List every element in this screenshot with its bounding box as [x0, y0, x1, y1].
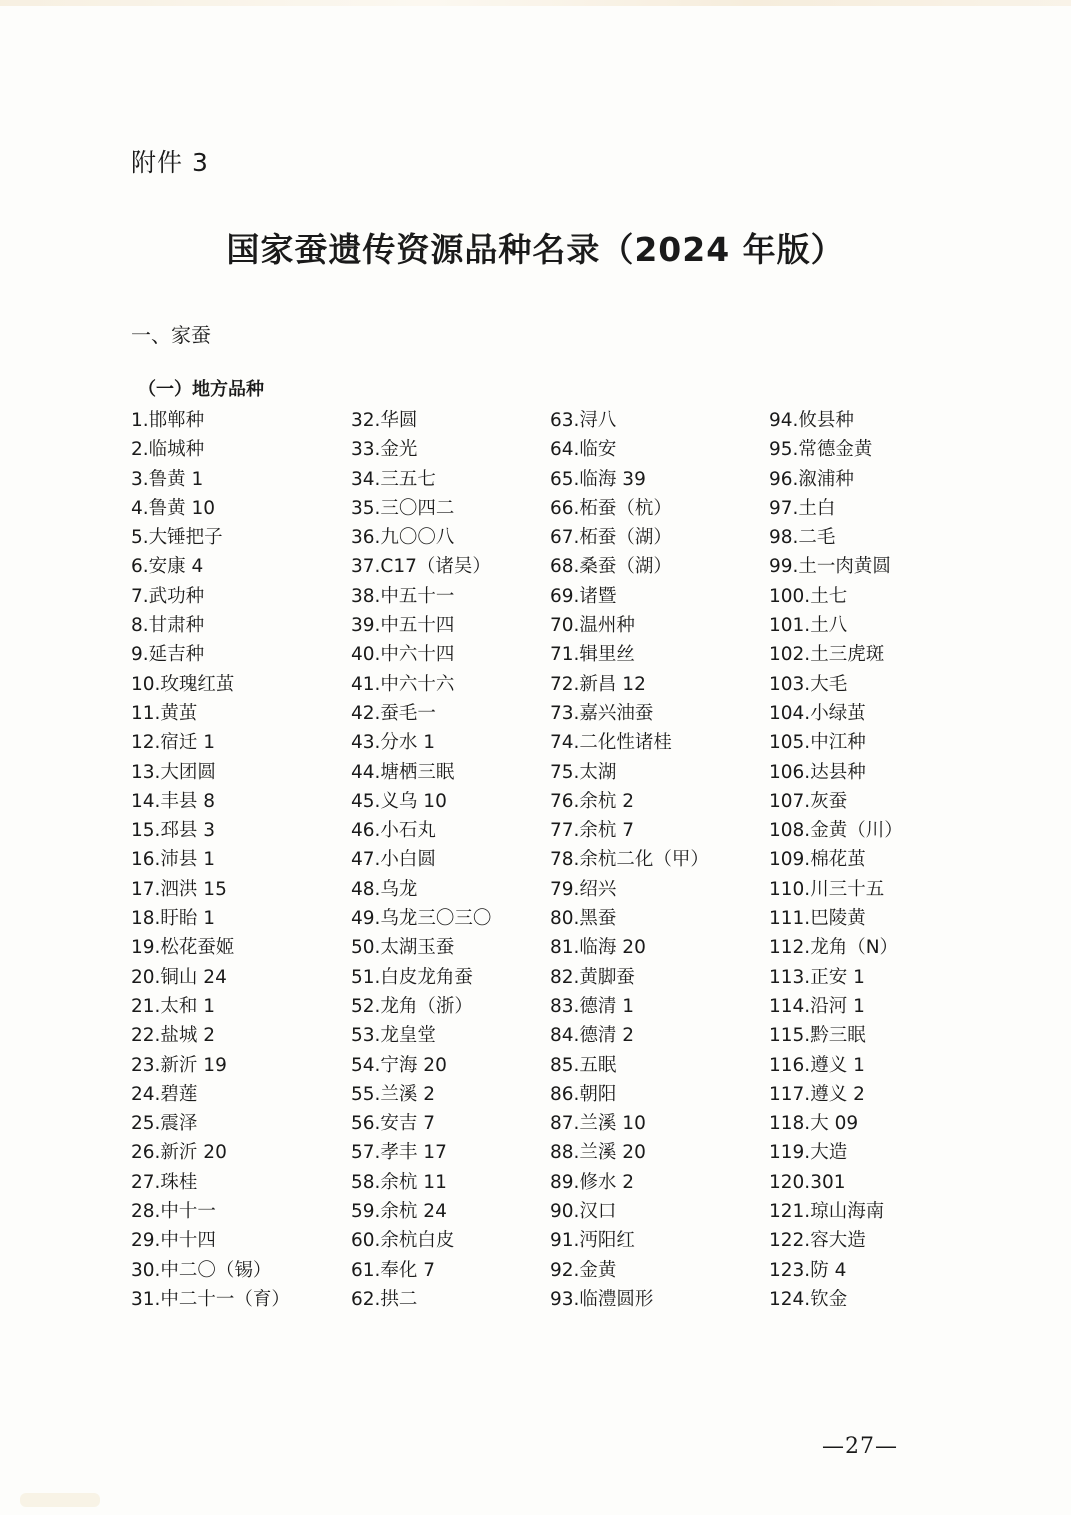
variety-item: 39.中五十四 — [351, 615, 455, 637]
variety-item: 33.金光 — [351, 439, 418, 461]
variety-item: 115.黔三眠 — [769, 1025, 866, 1047]
variety-item: 58.余杭 11 — [351, 1171, 447, 1193]
variety-item: 50.太湖玉蚕 — [351, 937, 455, 959]
variety-item: 79.绍兴 — [550, 878, 617, 900]
variety-item: 107.灰蚕 — [769, 790, 848, 812]
variety-item: 27.珠桂 — [131, 1171, 198, 1193]
variety-item: 120.301 — [769, 1171, 846, 1193]
variety-item: 78.余杭二化（甲） — [550, 849, 709, 871]
variety-item: 59.余杭 24 — [351, 1201, 447, 1223]
variety-item: 80.黑蚕 — [550, 908, 617, 930]
variety-item: 65.临海 39 — [550, 468, 646, 490]
variety-item: 21.太和 1 — [131, 995, 216, 1017]
variety-item: 124.钦金 — [769, 1288, 848, 1310]
variety-item: 113.正安 1 — [769, 966, 865, 988]
variety-item: 51.白皮龙角蚕 — [351, 966, 473, 988]
variety-item: 77.余杭 7 — [550, 820, 635, 842]
variety-item: 18.盱眙 1 — [131, 908, 216, 930]
variety-item: 72.新昌 12 — [550, 673, 646, 695]
variety-column-1 — [131, 406, 290, 1314]
variety-item: 95.常德金黄 — [769, 439, 873, 461]
variety-item: 55.兰溪 2 — [351, 1083, 436, 1105]
variety-item: 118.大 09 — [769, 1113, 859, 1135]
scan-edge-stain — [0, 0, 1071, 6]
variety-item: 89.修水 2 — [550, 1171, 635, 1193]
variety-column-2 — [351, 406, 491, 1314]
variety-item: 54.宁海 20 — [351, 1054, 447, 1076]
variety-item: 13.大团圆 — [131, 761, 216, 783]
variety-item: 99.土一肉黄圆 — [769, 556, 891, 578]
variety-item: 82.黄脚蚕 — [550, 966, 635, 988]
variety-item: 76.余杭 2 — [550, 790, 635, 812]
variety-item: 100.土七 — [769, 585, 848, 607]
variety-item: 93.临澧圆形 — [550, 1288, 654, 1310]
variety-item: 20.铜山 24 — [131, 966, 227, 988]
variety-item: 101.土八 — [769, 615, 848, 637]
variety-item: 73.嘉兴油蚕 — [550, 702, 654, 724]
variety-item: 57.孝丰 17 — [351, 1142, 447, 1164]
variety-item: 38.中五十一 — [351, 585, 455, 607]
attachment-label: 附件 3 — [131, 148, 209, 177]
variety-item: 28.中十一 — [131, 1201, 216, 1223]
variety-item: 110.川三十五 — [769, 878, 885, 900]
variety-item: 42.蚕毛一 — [351, 702, 436, 724]
variety-item: 61.奉化 7 — [351, 1259, 436, 1281]
variety-item: 114.沿河 1 — [769, 995, 865, 1017]
variety-item: 56.安吉 7 — [351, 1113, 436, 1135]
variety-item: 117.遵义 2 — [769, 1083, 865, 1105]
variety-item: 123.防 4 — [769, 1259, 847, 1281]
variety-item: 48.乌龙 — [351, 878, 418, 900]
variety-item: 22.盐城 2 — [131, 1025, 216, 1047]
variety-item: 103.大毛 — [769, 673, 848, 695]
variety-item: 71.辑里丝 — [550, 644, 635, 666]
variety-item: 46.小石丸 — [351, 820, 436, 842]
variety-item: 32.华圆 — [351, 410, 418, 431]
variety-item: 121.琼山海南 — [769, 1201, 885, 1223]
variety-item: 53.龙皇堂 — [351, 1025, 436, 1047]
variety-item: 35.三〇四二 — [351, 497, 455, 519]
variety-item: 62.拱二 — [351, 1288, 418, 1310]
variety-item: 92.金黄 — [550, 1259, 617, 1281]
variety-item: 74.二化性诸桂 — [550, 732, 672, 754]
variety-item: 106.达县种 — [769, 761, 866, 783]
variety-item: 5.大锤把子 — [131, 527, 223, 549]
variety-item: 111.巴陵黄 — [769, 908, 866, 930]
variety-item: 40.中六十四 — [351, 644, 455, 666]
variety-item: 67.柘蚕（湖） — [550, 527, 672, 549]
variety-item: 66.柘蚕（杭） — [550, 497, 672, 519]
variety-item: 1.邯郸种 — [131, 410, 205, 431]
variety-item: 88.兰溪 20 — [550, 1142, 646, 1164]
variety-item: 63.浔八 — [550, 410, 617, 431]
variety-item: 44.塘栖三眠 — [351, 761, 455, 783]
variety-item: 6.安康 4 — [131, 556, 204, 578]
variety-item: 81.临海 20 — [550, 937, 646, 959]
variety-item: 104.小绿茧 — [769, 702, 866, 724]
variety-item: 70.温州种 — [550, 615, 635, 637]
variety-item: 105.中江种 — [769, 732, 866, 754]
variety-item: 75.太湖 — [550, 761, 617, 783]
variety-column-4 — [769, 406, 903, 1314]
variety-item: 37.C17（诸吴） — [351, 556, 491, 578]
variety-item: 64.临安 — [550, 439, 617, 461]
variety-item: 10.玫瑰红茧 — [131, 673, 235, 695]
variety-column-3 — [550, 406, 709, 1314]
variety-item: 52.龙角（浙） — [351, 995, 473, 1017]
variety-item: 11.黄茧 — [131, 702, 198, 724]
variety-item: 45.义乌 10 — [351, 790, 447, 812]
variety-item: 94.攸县种 — [769, 410, 854, 431]
variety-item: 60.余杭白皮 — [351, 1230, 455, 1252]
variety-item: 14.丰县 8 — [131, 790, 216, 812]
variety-item: 84.德清 2 — [550, 1025, 635, 1047]
variety-item: 69.诸暨 — [550, 585, 617, 607]
variety-item: 3.鲁黄 1 — [131, 468, 204, 490]
variety-item: 122.容大造 — [769, 1230, 866, 1252]
variety-item: 9.延吉种 — [131, 644, 205, 666]
variety-item: 4.鲁黄 10 — [131, 497, 216, 519]
variety-item: 19.松花蚕姬 — [131, 937, 235, 959]
variety-item: 119.大造 — [769, 1142, 848, 1164]
variety-item: 2.临城种 — [131, 439, 205, 461]
variety-item: 112.龙角（N） — [769, 937, 899, 959]
variety-item: 90.汉口 — [550, 1201, 617, 1223]
variety-item: 7.武功种 — [131, 585, 205, 607]
variety-item: 29.中十四 — [131, 1230, 216, 1252]
variety-item: 109.棉花茧 — [769, 849, 866, 871]
variety-item: 31.中二十一（育） — [131, 1288, 290, 1310]
variety-item: 87.兰溪 10 — [550, 1113, 646, 1135]
variety-item: 23.新沂 19 — [131, 1054, 227, 1076]
variety-item: 86.朝阳 — [550, 1083, 617, 1105]
variety-item: 41.中六十六 — [351, 673, 455, 695]
variety-item: 12.宿迁 1 — [131, 732, 216, 754]
variety-item: 24.碧莲 — [131, 1083, 198, 1105]
variety-item: 25.震泽 — [131, 1113, 198, 1135]
document-title: 国家蚕遗传资源品种名录（2024 年版） — [226, 230, 845, 269]
variety-item: 96.溆浦种 — [769, 468, 854, 490]
variety-item: 30.中二〇（锡） — [131, 1259, 272, 1281]
variety-item: 26.新沂 20 — [131, 1142, 227, 1164]
variety-item: 97.土白 — [769, 497, 836, 519]
variety-item: 43.分水 1 — [351, 732, 436, 754]
subsection-heading: （一）地方品种 — [138, 379, 264, 400]
variety-item: 108.金黄（川） — [769, 820, 903, 842]
scan-corner-stain — [20, 1493, 100, 1507]
page-number: —27— — [822, 1434, 898, 1459]
variety-item: 102.土三虎斑 — [769, 644, 885, 666]
variety-item: 17.泗洪 15 — [131, 878, 227, 900]
variety-item: 91.沔阳红 — [550, 1230, 635, 1252]
variety-item: 83.德清 1 — [550, 995, 635, 1017]
variety-item: 15.邳县 3 — [131, 820, 216, 842]
variety-item: 98.二毛 — [769, 527, 836, 549]
variety-item: 47.小白圆 — [351, 849, 436, 871]
variety-item: 34.三五七 — [351, 468, 436, 490]
variety-item: 16.沛县 1 — [131, 849, 216, 871]
variety-item: 49.乌龙三〇三〇 — [351, 908, 492, 930]
variety-item: 36.九〇〇八 — [351, 527, 455, 549]
variety-item: 8.甘肃种 — [131, 615, 205, 637]
variety-item: 85.五眠 — [550, 1054, 617, 1076]
variety-item: 116.遵义 1 — [769, 1054, 865, 1076]
section-heading: 一、家蚕 — [131, 323, 211, 347]
variety-item: 68.桑蚕（湖） — [550, 556, 672, 578]
